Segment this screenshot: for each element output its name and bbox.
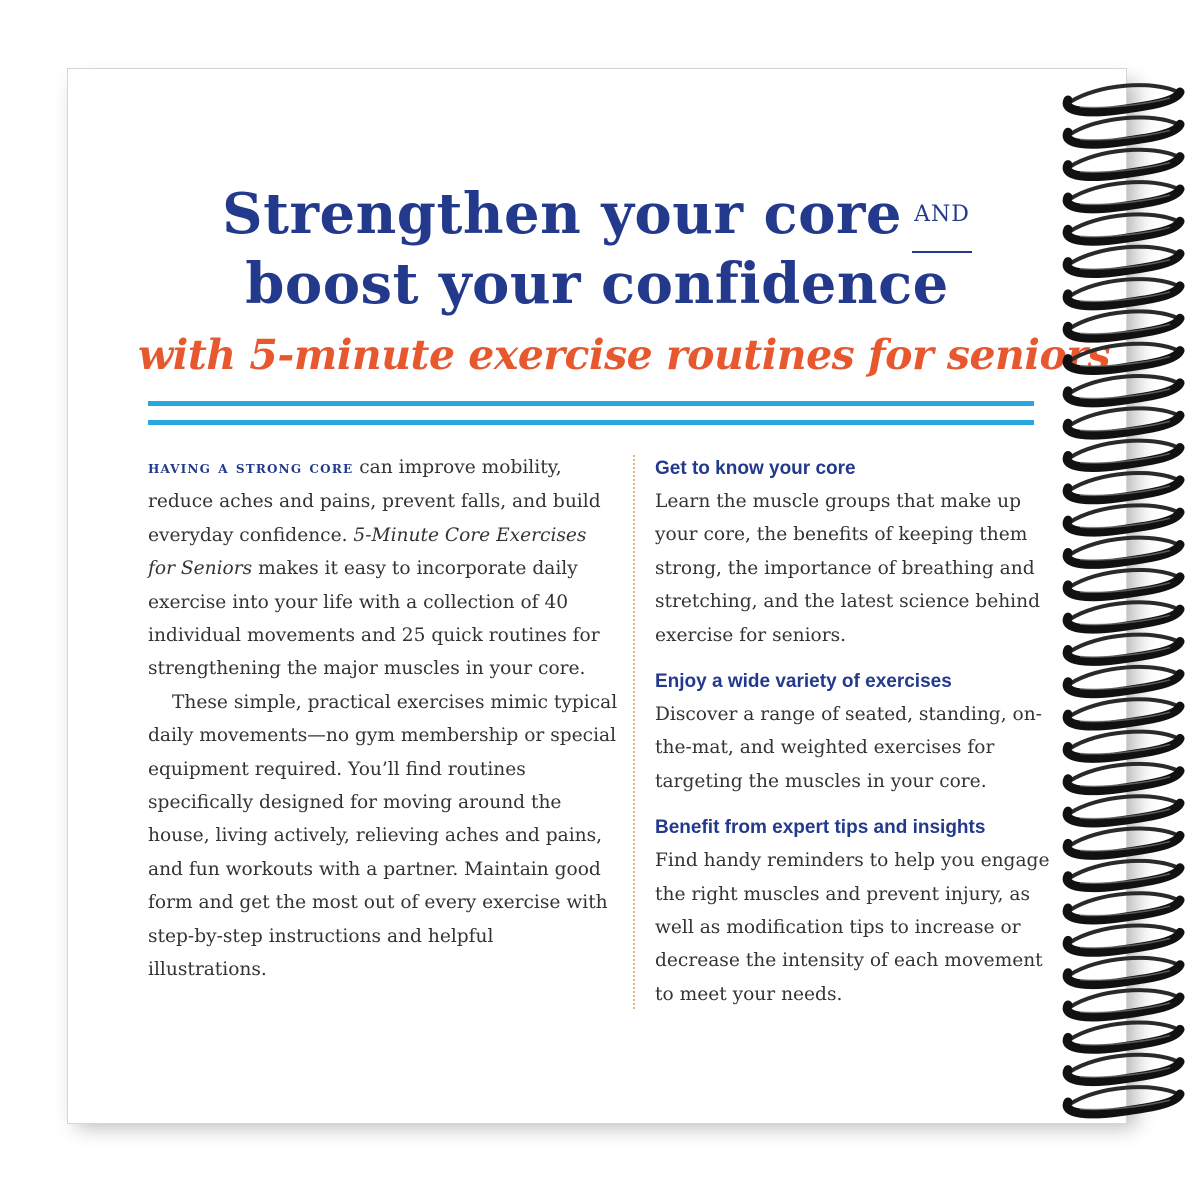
spiral-coil (1067, 667, 1180, 694)
feature-heading: Get to know your core (655, 458, 856, 479)
title-text-1: Strengthen your core (222, 181, 903, 247)
spiral-coil (1067, 796, 1180, 823)
spiral-coil (1067, 117, 1180, 144)
feature-heading: Enjoy a wide variety of exercises (655, 671, 952, 693)
spiral-coil (1067, 214, 1180, 241)
spiral-coil (1067, 990, 1180, 1017)
feature-body: Find handy reminders to help you engage the right muscles and prevent injury, as well as modification tips to increase or decrease the intensity of each movement to meet your needs. (655, 850, 1050, 1005)
spiral-coil (1067, 829, 1180, 856)
spiral-coil (1067, 570, 1180, 597)
column-divider (633, 455, 635, 1009)
spiral-coil (1067, 893, 1180, 920)
intro-paragraph-1 (148, 451, 618, 686)
intro-column (148, 451, 618, 987)
spiral-coil (1067, 538, 1180, 565)
divider-rule-top (148, 401, 1034, 406)
spiral-coil (1067, 473, 1180, 500)
spiral-coil (1067, 150, 1180, 177)
spiral-coil (1067, 926, 1180, 953)
spiral-coil (1067, 635, 1180, 662)
title-line-1 (68, 179, 1126, 253)
spiral-coil (1067, 441, 1180, 468)
spiral-coil (1067, 279, 1180, 306)
feature-body: Discover a range of seated, standing, on-the-mat, and weighted exercises for targeting the muscles in your core. (655, 704, 1042, 792)
spiral-binding-icon (1058, 80, 1188, 1120)
title-line-2: boost your confidence (245, 251, 949, 317)
spiral-coil (1067, 861, 1180, 888)
intro-text-a: can improve mobility, reduce aches and pains, prevent falls, and build everyday confidence. (148, 457, 601, 546)
spiral-coil (1067, 247, 1180, 274)
feature-heading: Benefit from expert tips and insights (655, 817, 986, 839)
title-and: AND (912, 180, 972, 253)
spiral-coil (1067, 376, 1180, 403)
feature-variety (655, 666, 1055, 798)
features-column (655, 453, 1055, 1025)
spiral-coil (1067, 1022, 1180, 1049)
spiral-coil (1067, 732, 1180, 759)
intro-paragraph-2: These simple, practical exercises mimic typical daily movements—no gym membership or special equipment required. You’ll find routines specifically designed for moving around the house, living actively, relieving aches and pains, and fun workouts with a partner. Maintain good form and get the most out of every exercise with step-by-step instructions and helpful illustrations. (148, 691, 618, 981)
subtitle: with 5-minute exercise routines for seniors (138, 331, 1110, 379)
spiral-coil (1067, 602, 1180, 629)
spiral-coil (1067, 85, 1180, 112)
lead-in: having a strong core (148, 458, 354, 478)
spiral-coil (1067, 699, 1180, 726)
spiral-coil (1067, 408, 1180, 435)
spiral-coil (1067, 958, 1180, 985)
feature-expert-tips (655, 812, 1055, 1011)
divider-rule-bottom (148, 420, 1034, 425)
spiral-coil (1067, 1087, 1180, 1114)
spiral-coil (1067, 182, 1180, 209)
spiral-coil (1067, 311, 1180, 338)
intro-text-b: makes it easy to incorporate daily exercise into your life with a collection of 40 individual movements and 25 quick routines for strengthening the major muscles in your core. (148, 558, 600, 680)
feature-body: Learn the muscle groups that make up your core, the benefits of keeping them strong, the importance of breathing and stretching, and the latest science behind exercise for seniors. (655, 491, 1040, 646)
spiral-coil (1067, 1055, 1180, 1082)
spiral-coil (1067, 344, 1180, 371)
book-page (67, 68, 1127, 1124)
book-title: 5-Minute Core Exercises for Seniors (148, 524, 587, 580)
feature-know-core (655, 453, 1055, 652)
spiral-coil (1067, 505, 1180, 532)
spiral-coil (1067, 764, 1180, 791)
